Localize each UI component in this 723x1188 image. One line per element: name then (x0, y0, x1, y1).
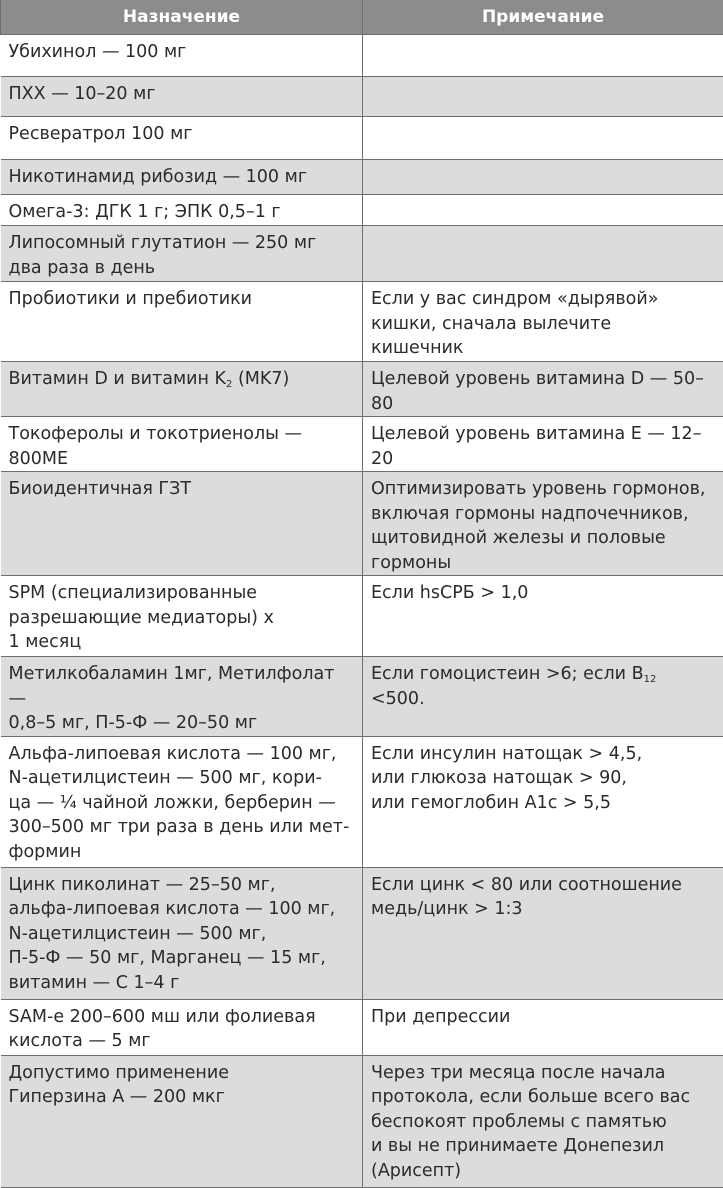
table-row (1, 362, 723, 417)
table-row (1, 282, 723, 362)
cell-note: Оптимизировать уровень гормонов, включая гормоны надпочечников, щитовидной железы и половые гормоны (363, 472, 723, 576)
cell-text: Витамин D и витамин K (9, 369, 227, 389)
cell-prescription: Ресвератрол 100 мг (1, 117, 363, 160)
cell-note: При депрессии (363, 999, 723, 1055)
cell-text: Если гомоцистеин >6; если B (371, 664, 644, 684)
subscript: 2 (226, 379, 232, 390)
cell-note: Если у вас синдром «дырявой» кишки, сначала вылечите кишечник (363, 282, 723, 362)
table-row (1, 35, 723, 77)
cell-prescription (1, 362, 363, 417)
cell-prescription: Альфа-липоевая кислота — 100 мг, N-ацетилцистеин — 500 мг, кори- ца — ¼ чайной ложки, берберин — 300–500 мг три раза в день или мет- формин (1, 736, 363, 867)
cell-prescription: Липосомный глутатион — 250 мг два раза в день (1, 226, 363, 282)
cell-text: (MK7) (232, 369, 289, 389)
table-row (1, 999, 723, 1055)
cell-prescription: Допустимо применение Гиперзина А — 200 мкг (1, 1055, 363, 1187)
cell-note: Целевой уровень витамина E — 12–20 (363, 417, 723, 472)
table-row (1, 195, 723, 226)
cell-prescription: Убихинол — 100 мг (1, 35, 363, 77)
table-row (1, 417, 723, 472)
cell-note: Если инсулин натощак > 4,5, или глюкоза натощак > 90, или гемоглобин А1с > 5,5 (363, 736, 723, 867)
table-row (1, 226, 723, 282)
table-row (1, 472, 723, 576)
cell-note (363, 195, 723, 226)
cell-note (363, 35, 723, 77)
cell-note (363, 160, 723, 195)
table-row (1, 117, 723, 160)
cell-prescription: Биоидентичная ГЗТ (1, 472, 363, 576)
cell-prescription: Никотинамид рибозид — 100 мг (1, 160, 363, 195)
cell-prescription: SAM-е 200–600 мш или фолиевая кислота — 5 мг (1, 999, 363, 1055)
cell-note (363, 657, 723, 737)
column-header-note: Примечание (363, 0, 723, 35)
table-row (1, 77, 723, 117)
cell-note: Через три месяца после начала протокола, если больше всего вас беспокоят проблемы с памятью и вы не принимаете Донепезил (Арисепт) (363, 1055, 723, 1187)
cell-note: Если hsCРБ > 1,0 (363, 576, 723, 657)
cell-prescription: Метилкобаламин 1мг, Метилфолат — 0,8–5 мг, П-5-Ф — 20–50 мг (1, 657, 363, 737)
table-row (1, 160, 723, 195)
cell-prescription: Омега-3: ДГК 1 г; ЭПК 0,5–1 г (1, 195, 363, 226)
cell-prescription: Пробиотики и пребиотики (1, 282, 363, 362)
table-row (1, 576, 723, 657)
cell-prescription: Цинк пиколинат — 25–50 мг, альфа-липоевая кислота — 100 мг, N-ацетилцистеин — 500 мг, П-5-Ф — 50 мг, Марганец — 15 мг, витамин — С 1–4 г (1, 867, 363, 999)
cell-prescription: SPM (специализированные разрешающие медиаторы) x 1 месяц (1, 576, 363, 657)
cell-prescription: ПХХ — 10–20 мг (1, 77, 363, 117)
table-row (1, 657, 723, 737)
cell-note (363, 77, 723, 117)
column-header-prescription: Назначение (1, 0, 363, 35)
table-row (1, 867, 723, 999)
cell-note: Если цинк < 80 или соотношение медь/цинк > 1:3 (363, 867, 723, 999)
cell-note (363, 226, 723, 282)
table-header-row (1, 0, 723, 35)
cell-prescription: Токоферолы и токотриенолы — 800МЕ (1, 417, 363, 472)
table-row (1, 736, 723, 867)
subscript: 12 (644, 674, 657, 685)
table-row (1, 1055, 723, 1187)
cell-text: <500. (371, 689, 425, 709)
cell-note (363, 117, 723, 160)
cell-note: Целевой уровень витамина D — 50–80 (363, 362, 723, 417)
